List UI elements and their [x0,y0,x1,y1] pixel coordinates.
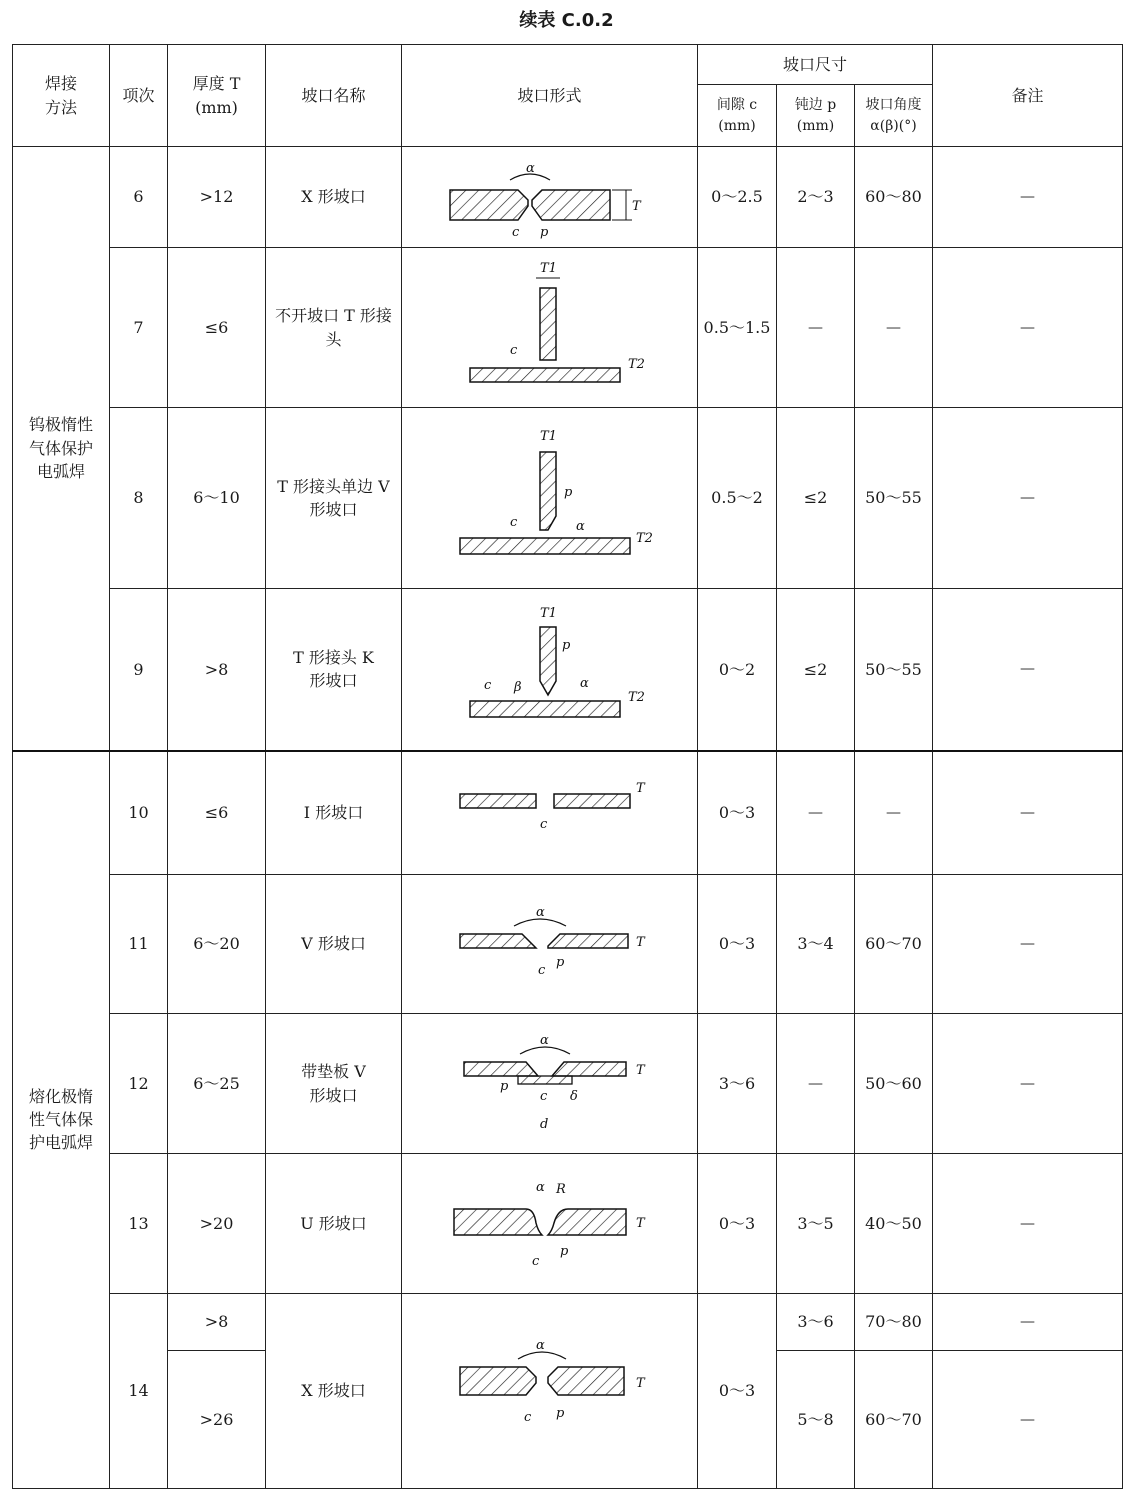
remark-cell: — [933,751,1123,875]
table-row [13,751,1123,875]
sketch-label: T [635,935,645,950]
thickness-cell: 6～20 [168,875,266,1014]
groove-sketch-cell [402,875,698,1014]
header-blunt [777,85,855,147]
gap-cell: 0～3 [698,875,777,1014]
sketch-label: T [635,1376,645,1391]
sketch-label: α [579,675,589,691]
groove-name-cell: T 形接头单边 V 形坡口 [266,408,402,589]
sketch-label: α [535,905,545,920]
angle-cell: 70～80 [855,1294,933,1351]
table-title: 续表 C.0.2 [519,10,614,31]
angle-cell: 60～70 [855,875,933,1014]
blunt-cell: 3～5 [777,1154,855,1294]
sketch-label: α [525,161,535,176]
thickness-cell: ≤6 [168,248,266,408]
sketch-label: p [559,1243,568,1259]
blunt-cell: — [777,248,855,408]
sketch-label: T2 [627,356,645,372]
groove-name-cell: V 形坡口 [266,875,402,1014]
angle-cell: 50～60 [855,1014,933,1154]
table-row [13,1014,1123,1154]
groove-name-cell: T 形接头 K 形坡口 [266,589,402,751]
groove-sketch-cell [402,1294,698,1489]
blunt-cell: ≤2 [777,589,855,751]
sketch-label: α [539,1032,549,1048]
item-cell: 6 [110,147,168,248]
header-thickness [168,45,266,147]
groove-sketch-cell [402,408,698,589]
header-angle-label: 坡口角度 [865,97,922,114]
blunt-cell: 2～3 [777,147,855,248]
gap-cell: 0.5～1.5 [698,248,777,408]
header-angle-unit: α(β)(°) [870,117,917,134]
table-row [13,589,1123,751]
sketch-label: p [561,637,570,653]
thickness-cell: ≤6 [168,751,266,875]
i-groove-sketch [440,768,660,858]
table-row [13,147,1123,248]
header-gap-unit: (mm) [718,117,756,134]
blunt-cell: ≤2 [777,408,855,589]
groove-sketch-cell [402,1154,698,1294]
angle-cell: — [855,751,933,875]
sketch-label: c [509,342,517,358]
sketch-label: p [555,1406,564,1421]
header-thickness-unit: (mm) [195,97,238,117]
header-blunt-label: 钝边 p [794,97,837,114]
item-cell: 9 [110,589,168,751]
remark-cell: — [933,875,1123,1014]
thickness-cell: >8 [168,1294,266,1351]
item-cell: 12 [110,1014,168,1154]
gap-cell: 0.5～2 [698,408,777,589]
groove-name-cell: U 形坡口 [266,1154,402,1294]
header-blunt-unit: (mm) [796,117,835,134]
item-cell: 14 [110,1294,168,1489]
sketch-label: T [635,1215,645,1231]
remark-cell: — [933,1014,1123,1154]
table-row [13,1294,1123,1351]
angle-cell: 40～50 [855,1154,933,1294]
groove-name-cell: X 形坡口 [266,147,402,248]
thickness-cell: >12 [168,147,266,248]
gap-cell: 0～2.5 [698,147,777,248]
angle-cell: 60～80 [855,147,933,248]
k-groove-t-sketch [440,597,660,742]
thickness-cell: 6～25 [168,1014,266,1154]
angle-cell: 60～70 [855,1351,933,1489]
sketch-label: c [539,1088,547,1104]
table-row [13,248,1123,408]
t-joint-sketch [440,258,660,398]
sketch-label: T1 [539,260,557,276]
method-cell-tig: 钨极惰性气体保护电弧焊 [13,147,110,751]
sketch-label: α [575,519,585,534]
angle-cell: 50～55 [855,408,933,589]
sketch-label: c [483,677,491,693]
gap-cell: 3～6 [698,1014,777,1154]
x-groove-sketch [440,152,660,242]
sketch-label: c [511,225,519,240]
item-cell: 7 [110,248,168,408]
sketch-label: p [555,955,564,970]
blunt-cell: 5～8 [777,1351,855,1489]
blunt-cell: — [777,751,855,875]
header-thickness-label: 厚度 T [192,74,241,94]
sketch-label: T [635,1062,645,1078]
table-row [13,875,1123,1014]
sketch-label: α [535,1338,545,1353]
sketch-label: β [513,679,522,695]
header-angle [855,85,933,147]
groove-sketch-cell [402,248,698,408]
sketch-label: p [499,1078,508,1094]
remark-cell: — [933,1351,1123,1489]
groove-sketch-cell [402,589,698,751]
v-groove-backing-sketch [440,1024,660,1144]
sketch-label: δ [569,1088,578,1104]
sketch-label: T2 [635,531,653,546]
header-groove-size: 坡口尺寸 [698,45,933,85]
single-bevel-t-sketch [440,418,660,578]
u-groove-sketch [440,1169,660,1279]
header-gap-label: 间隙 c [716,97,758,114]
sketch-label: c [509,515,517,530]
groove-sketch-cell [402,751,698,875]
gap-cell: 0～3 [698,1294,777,1489]
blunt-cell: — [777,1014,855,1154]
groove-name-cell: I 形坡口 [266,751,402,875]
groove-table [12,44,1123,1489]
groove-name-cell: 不开坡口 T 形接头 [266,248,402,408]
header-remark: 备注 [933,45,1123,147]
sketch-label: T2 [627,689,645,705]
thickness-cell: >20 [168,1154,266,1294]
v-groove-sketch [440,894,660,994]
header-groove-form: 坡口形式 [402,45,698,147]
sketch-label: α [535,1179,545,1195]
sketch-label: T1 [539,605,557,621]
thickness-cell: 6～10 [168,408,266,589]
item-cell: 13 [110,1154,168,1294]
sketch-label: c [537,963,545,978]
sketch-label: c [531,1253,539,1269]
table-row [13,408,1123,589]
remark-cell: — [933,1294,1123,1351]
angle-cell: 50～55 [855,589,933,751]
groove-name-cell: 带垫板 V 形坡口 [266,1014,402,1154]
item-cell: 11 [110,875,168,1014]
remark-cell: — [933,248,1123,408]
sketch-label: c [539,816,547,832]
blunt-cell: 3～6 [777,1294,855,1351]
method-cell-mig: 熔化极惰性气体保护电弧焊 [13,751,110,1489]
header-method: 焊接方法 [13,45,110,147]
thickness-cell: >8 [168,589,266,751]
sketch-label: c [523,1410,531,1425]
gap-cell: 0～3 [698,1154,777,1294]
sketch-label: T [631,199,641,214]
thickness-cell: >26 [168,1351,266,1489]
item-cell: 8 [110,408,168,589]
sketch-label: d [539,1116,548,1132]
remark-cell: — [933,1154,1123,1294]
x-groove-sketch-2 [440,1331,660,1451]
blunt-cell: 3～4 [777,875,855,1014]
header-groove-name: 坡口名称 [266,45,402,147]
gap-cell: 0～2 [698,589,777,751]
groove-sketch-cell [402,1014,698,1154]
remark-cell: — [933,147,1123,248]
gap-cell: 0～3 [698,751,777,875]
remark-cell: — [933,408,1123,589]
remark-cell: — [933,589,1123,751]
table-row [13,1154,1123,1294]
groove-name-cell: X 形坡口 [266,1294,402,1489]
sketch-label: p [539,225,548,240]
header-item: 项次 [110,45,168,147]
sketch-label: R [555,1181,566,1197]
sketch-label: T1 [539,429,557,444]
angle-cell: — [855,248,933,408]
header-gap [698,85,777,147]
item-cell: 10 [110,751,168,875]
sketch-label: T [635,780,645,796]
groove-sketch-cell [402,147,698,248]
sketch-label: p [563,485,572,500]
